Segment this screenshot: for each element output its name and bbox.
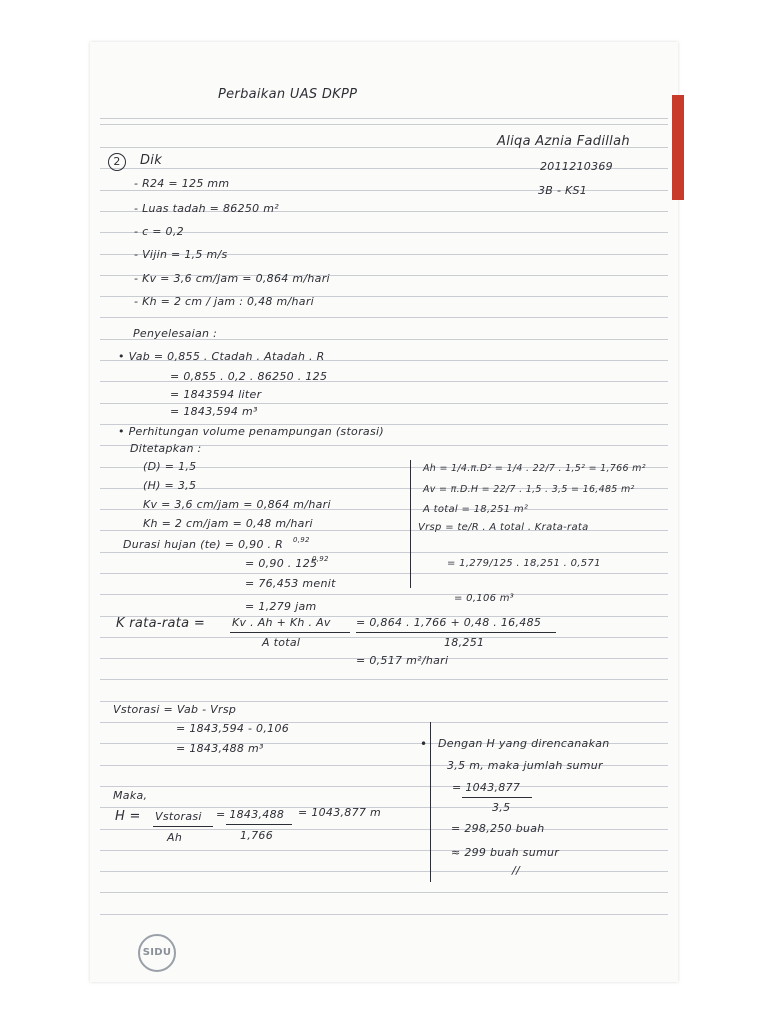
durasi-exponent: 0,92 — [293, 536, 310, 544]
area-line: Ah = 1/4.π.D² = 1/4 . 22/7 . 1,5² = 1,766 m² — [423, 463, 646, 474]
ruled-line — [100, 232, 668, 233]
ruled-line — [100, 118, 668, 119]
given-item: - Kv = 3,6 cm/jam = 0,864 m/hari — [134, 272, 330, 285]
durasi-line: = 1,279 jam — [245, 600, 317, 613]
fraction-bar — [153, 826, 213, 827]
durasi-line: = 76,453 menit — [245, 577, 336, 590]
param-line: Kh = 2 cm/jam = 0,48 m/hari — [143, 517, 313, 530]
volume-header: • Perhitungan volume penampungan (storasi) — [118, 425, 384, 438]
param-line: (H) = 3,5 — [143, 479, 197, 492]
k-rata-sub-numerator: = 0,864 . 1,766 + 0,48 . 16,485 — [356, 616, 542, 629]
vrsp-line: Vrsp = te/R . A total . Krata-rata — [418, 522, 589, 533]
column-divider — [430, 722, 431, 882]
vstorasi-line: = 1843,488 m³ — [176, 742, 264, 755]
durasi-line: = 0,90 . 125 — [245, 557, 318, 570]
red-tab — [672, 95, 684, 200]
given-item: - Vijin = 1,5 m/s — [134, 248, 228, 261]
conclusion-line: ≈ 299 buah sumur — [451, 846, 560, 859]
ruled-line — [100, 317, 668, 318]
sidu-logo: SIDU — [138, 934, 176, 972]
conclusion-line: = 298,250 buah — [451, 822, 545, 835]
column-divider — [410, 460, 411, 588]
k-rata-result: = 0,517 m²/hari — [356, 654, 449, 667]
ruled-line — [100, 701, 668, 702]
k-rata-numerator: Kv . Ah + Kh . Av — [232, 616, 331, 629]
h-numerator-value: = 1843,488 — [216, 808, 285, 821]
durasi-line: Durasi hujan (te) = 0,90 . R — [123, 538, 284, 551]
ruled-line — [100, 573, 668, 574]
given-header: Dik — [140, 153, 163, 168]
k-rata-denominator: A total — [262, 636, 301, 649]
page-title: Perbaikan UAS DKPP — [218, 87, 358, 102]
author-name: Aliqa Aznia Fadillah — [497, 134, 630, 149]
fraction-bar — [226, 824, 292, 825]
ruled-line — [100, 829, 668, 830]
h-result: = 1043,877 m — [298, 806, 382, 819]
maka-label: Maka, — [113, 789, 148, 802]
bullet-icon: • — [420, 737, 428, 751]
given-item: - Kh = 2 cm / jam : 0,48 m/hari — [134, 295, 315, 308]
vab-line: = 1843594 liter — [170, 388, 262, 401]
area-line: A total = 18,251 m² — [423, 504, 529, 515]
area-line: Av = π.D.H = 22/7 . 1,5 . 3,5 = 16,485 m² — [423, 484, 635, 495]
ruled-line — [100, 786, 668, 787]
ruled-line — [100, 403, 668, 404]
k-rata-sub-denominator: 18,251 — [444, 636, 485, 649]
given-item: - Luas tadah = 86250 m² — [134, 202, 280, 215]
h-numerator: Vstorasi — [155, 810, 202, 823]
vrsp-line: = 0,106 m³ — [454, 593, 515, 604]
author-class: 3B - KS1 — [538, 184, 588, 197]
ruled-line — [100, 124, 668, 125]
fraction-bar — [462, 797, 532, 798]
h-denominator: Ah — [167, 831, 183, 844]
solution-header: Penyelesaian : — [133, 327, 218, 340]
conclusion-line: 3,5 — [492, 801, 511, 814]
vab-line: = 0,855 . 0,2 . 86250 . 125 — [170, 370, 328, 383]
param-line: Kv = 3,6 cm/jam = 0,864 m/hari — [143, 498, 331, 511]
ruled-line — [100, 850, 668, 851]
vstorasi-line: = 1843,594 - 0,106 — [176, 722, 290, 735]
ruled-line — [100, 807, 668, 808]
h-denominator-value: 1,766 — [240, 829, 273, 842]
ruled-line — [100, 637, 668, 638]
conclusion-line: 3,5 m, maka jumlah sumur — [447, 759, 603, 772]
h-prefix: H = — [115, 809, 141, 824]
ditetapkan-label: Ditetapkan : — [130, 442, 202, 455]
conclusion-line: = 1043,877 — [452, 781, 521, 794]
k-rata-label: K rata-rata = — [116, 616, 206, 631]
given-item: - c = 0,2 — [134, 225, 184, 238]
ruled-line — [100, 594, 668, 595]
fraction-bar — [230, 632, 350, 633]
vstorasi-line: Vstorasi = Vab - Vrsp — [113, 703, 237, 716]
ruled-line — [100, 914, 668, 915]
durasi-exponent: 0,92 — [312, 555, 329, 563]
fraction-bar — [356, 632, 556, 633]
vab-line: = 1843,594 m³ — [170, 405, 258, 418]
vab-line: • Vab = 0,855 . Ctadah . Atadah . R — [118, 350, 325, 363]
vrsp-line: = 1,279/125 . 18,251 . 0,571 — [447, 558, 601, 569]
param-line: (D) = 1,5 — [143, 460, 197, 473]
given-item: - R24 = 125 mm — [134, 177, 230, 190]
ruled-line — [100, 552, 668, 553]
conclusion-mark: // — [512, 864, 521, 877]
conclusion-line: Dengan H yang direncanakan — [438, 737, 610, 750]
author-nim: 2011210369 — [540, 160, 613, 173]
ruled-line — [100, 871, 668, 872]
ruled-line — [100, 679, 668, 680]
problem-number: 2 — [108, 153, 126, 171]
ruled-line — [100, 892, 668, 893]
